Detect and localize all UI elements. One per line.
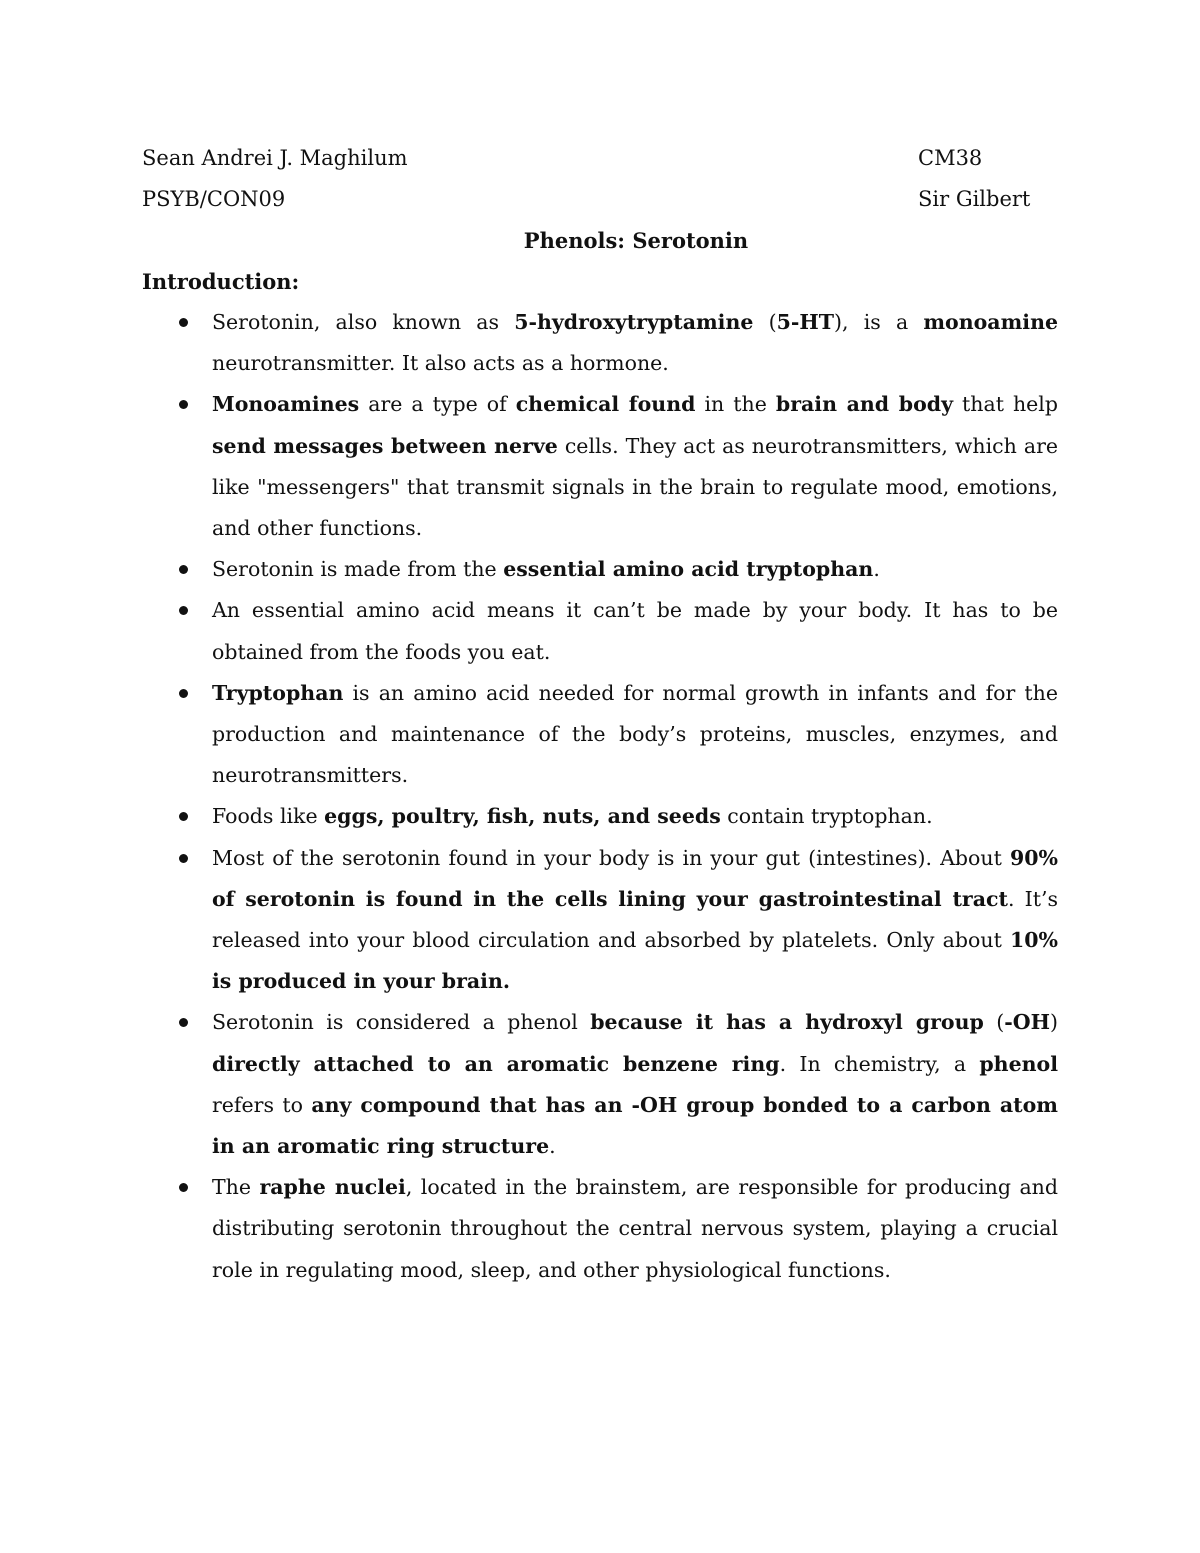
bold-text-segment: any compound that has an -OH group bonded to a carbon atom in an aromatic ring structure bbox=[212, 1092, 1058, 1159]
bold-text-segment: essential amino acid tryptophan bbox=[503, 557, 874, 582]
bullet-item bbox=[212, 838, 1058, 1003]
text-segment: cells. They act as neurotransmitters, which are like "messengers" that transmit signals in the brain to regulate mood, emotions, and other functions. bbox=[212, 433, 1058, 541]
bold-text-segment: -OH bbox=[1004, 1010, 1051, 1035]
bold-text-segment: eggs, poultry, fish, nuts, and seeds bbox=[324, 804, 721, 829]
text-segment: An essential amino acid means it can’t be made by your body. It has to be obtained from the foods you eat. bbox=[212, 598, 1058, 664]
text-segment: , located in the brainstem, are responsible for producing and distributing serotonin throughout the central nervous system, playing a crucial role in regulating mood, sleep, and other physiological functions. bbox=[212, 1175, 1058, 1282]
introduction-bullet-list bbox=[0, 302, 1200, 1291]
text-segment: The bbox=[212, 1175, 260, 1200]
text-segment: . In chemistry, a bbox=[779, 1051, 980, 1076]
text-segment: Foods like bbox=[212, 804, 325, 829]
text-segment: . It’s released into your blood circulation and absorbed by platelets. Only about bbox=[212, 886, 1058, 953]
text-segment: neurotransmitter. It also acts as a hormone. bbox=[212, 351, 669, 376]
text-segment: Most of the serotonin found in your body is in your gut (intestines). About bbox=[212, 845, 1010, 870]
bold-text-segment: Tryptophan bbox=[212, 680, 344, 705]
bullet-item bbox=[212, 1167, 1058, 1291]
bullet-item bbox=[212, 549, 1058, 590]
bullet-item bbox=[212, 384, 1058, 549]
bullet-item bbox=[212, 590, 1058, 672]
bold-text-segment: Monoamines bbox=[212, 392, 360, 417]
bold-text-segment: 90% of serotonin is found in the cells lining your gastrointestinal tract bbox=[212, 845, 1058, 911]
text-segment: ) bbox=[1050, 1010, 1059, 1035]
bold-text-segment: 5-hydroxytryptamine bbox=[514, 310, 754, 334]
bold-text-segment: because it has a hydroxyl group bbox=[590, 1010, 984, 1035]
bold-text-segment: directly attached to an aromatic benzene ring bbox=[212, 1051, 780, 1076]
bold-text-segment: phenol bbox=[979, 1051, 1058, 1076]
text-segment: ( bbox=[753, 310, 777, 334]
section-code: CM38 bbox=[918, 146, 983, 170]
bullet-item bbox=[212, 796, 1058, 837]
bold-text-segment: send messages between nerve bbox=[212, 433, 558, 458]
text-segment: . bbox=[549, 1134, 556, 1159]
text-segment: contain tryptophan. bbox=[720, 804, 933, 829]
bullet-item bbox=[212, 673, 1058, 797]
bold-text-segment: brain and body bbox=[775, 392, 954, 417]
bold-text-segment: monoamine bbox=[923, 310, 1059, 334]
text-segment: Serotonin is considered a phenol bbox=[212, 1010, 591, 1035]
bold-text-segment: chemical found bbox=[515, 392, 696, 417]
bullet-item bbox=[212, 1002, 1058, 1167]
text-segment: Serotonin, also known as bbox=[212, 310, 515, 334]
text-segment: is an amino acid needed for normal growth in infants and for the production and maintenance of the body’s proteins, muscles, enzymes, and neurotransmitters. bbox=[212, 680, 1058, 788]
text-segment: ), is a bbox=[834, 310, 924, 334]
course-code: PSYB/CON09 bbox=[142, 187, 286, 211]
bullet-item bbox=[212, 302, 1058, 384]
document-title: Phenols: Serotonin bbox=[523, 228, 749, 253]
text-segment: are a type of bbox=[359, 392, 516, 417]
text-segment: ( bbox=[983, 1010, 1005, 1035]
text-segment: refers to bbox=[212, 1092, 312, 1117]
bold-text-segment: 5-HT bbox=[776, 310, 835, 334]
text-segment: Serotonin is made from the bbox=[212, 557, 504, 582]
bold-text-segment: 10% is produced in your brain. bbox=[212, 928, 1058, 994]
text-segment: . bbox=[873, 557, 880, 582]
section-heading-introduction: Introduction: bbox=[142, 269, 300, 294]
text-segment: that help bbox=[953, 392, 1058, 417]
author-name: Sean Andrei J. Maghilum bbox=[142, 146, 408, 170]
instructor-name: Sir Gilbert bbox=[918, 187, 1031, 211]
bold-text-segment: raphe nuclei bbox=[259, 1175, 406, 1200]
text-segment: in the bbox=[695, 392, 776, 417]
